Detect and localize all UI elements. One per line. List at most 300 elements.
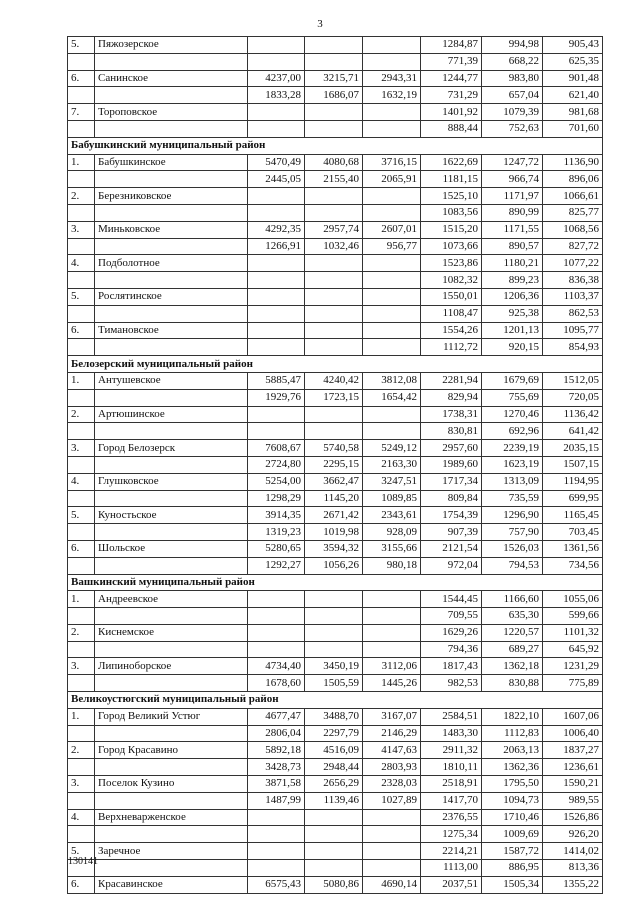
settlement-name bbox=[95, 557, 248, 574]
value-cell bbox=[305, 188, 363, 205]
settlement-name bbox=[95, 759, 248, 776]
value-cell: 1505,34 bbox=[482, 876, 543, 893]
tariff-table bbox=[67, 36, 603, 894]
table-row bbox=[68, 288, 603, 305]
value-cell: 829,94 bbox=[421, 389, 482, 406]
value-cell: 890,99 bbox=[482, 204, 543, 221]
value-cell: 2518,91 bbox=[421, 776, 482, 793]
value-cell: 2065,91 bbox=[363, 171, 421, 188]
value-cell: 1101,32 bbox=[543, 624, 603, 641]
value-cell: 1414,02 bbox=[543, 843, 603, 860]
value-cell: 1355,22 bbox=[543, 876, 603, 893]
value-cell bbox=[363, 826, 421, 843]
value-cell bbox=[305, 288, 363, 305]
value-cell: 1006,40 bbox=[543, 725, 603, 742]
value-cell: 1275,34 bbox=[421, 826, 482, 843]
value-cell: 1266,91 bbox=[248, 238, 305, 255]
value-cell: 599,66 bbox=[543, 608, 603, 625]
value-cell bbox=[363, 641, 421, 658]
value-cell: 896,06 bbox=[543, 171, 603, 188]
value-cell: 926,20 bbox=[543, 826, 603, 843]
value-cell: 2656,29 bbox=[305, 776, 363, 793]
document-code: 130141 bbox=[68, 856, 98, 867]
value-cell: 1401,92 bbox=[421, 104, 482, 121]
value-cell: 989,55 bbox=[543, 792, 603, 809]
value-cell: 1607,06 bbox=[543, 708, 603, 725]
value-cell: 1136,90 bbox=[543, 154, 603, 171]
value-cell bbox=[305, 406, 363, 423]
district-name: Белозерский муниципальный район bbox=[68, 356, 603, 373]
value-cell: 1523,86 bbox=[421, 255, 482, 272]
value-cell: 1678,60 bbox=[248, 675, 305, 692]
value-cell: 1298,29 bbox=[248, 490, 305, 507]
value-cell: 6575,43 bbox=[248, 876, 305, 893]
row-number: 7. bbox=[68, 104, 95, 121]
settlement-name: Артюшинское bbox=[95, 406, 248, 423]
value-cell bbox=[305, 826, 363, 843]
value-cell: 3247,51 bbox=[363, 473, 421, 490]
settlement-name: Город Великий Устюг bbox=[95, 708, 248, 725]
value-cell: 1723,15 bbox=[305, 389, 363, 406]
value-cell: 1710,46 bbox=[482, 809, 543, 826]
value-cell bbox=[305, 322, 363, 339]
row-number: 2. bbox=[68, 188, 95, 205]
value-cell: 2063,13 bbox=[482, 742, 543, 759]
value-cell: 1032,46 bbox=[305, 238, 363, 255]
value-cell: 703,45 bbox=[543, 524, 603, 541]
settlement-name bbox=[95, 423, 248, 440]
value-cell: 1361,56 bbox=[543, 540, 603, 557]
row-number: 4. bbox=[68, 473, 95, 490]
value-cell: 2037,51 bbox=[421, 876, 482, 893]
table-row bbox=[68, 255, 603, 272]
value-cell: 1833,28 bbox=[248, 87, 305, 104]
value-cell: 735,59 bbox=[482, 490, 543, 507]
value-cell: 794,53 bbox=[482, 557, 543, 574]
value-cell bbox=[248, 104, 305, 121]
value-cell: 1165,45 bbox=[543, 507, 603, 524]
value-cell: 901,48 bbox=[543, 70, 603, 87]
settlement-name bbox=[95, 608, 248, 625]
settlement-name bbox=[95, 826, 248, 843]
value-cell: 1113,00 bbox=[421, 860, 482, 877]
value-cell: 2671,42 bbox=[305, 507, 363, 524]
value-cell: 3594,32 bbox=[305, 540, 363, 557]
value-cell: 731,29 bbox=[421, 87, 482, 104]
value-cell: 4734,40 bbox=[248, 658, 305, 675]
table-row bbox=[68, 624, 603, 641]
settlement-name: Антушевское bbox=[95, 372, 248, 389]
table-row bbox=[68, 456, 603, 473]
value-cell: 2607,01 bbox=[363, 221, 421, 238]
table-row bbox=[68, 708, 603, 725]
value-cell: 1929,76 bbox=[248, 389, 305, 406]
value-cell: 699,95 bbox=[543, 490, 603, 507]
district-name: Великоустюгский муниципальный район bbox=[68, 692, 603, 709]
value-cell: 1417,70 bbox=[421, 792, 482, 809]
row-number bbox=[68, 272, 95, 289]
row-number bbox=[68, 305, 95, 322]
value-cell: 2376,55 bbox=[421, 809, 482, 826]
value-cell bbox=[363, 53, 421, 70]
value-cell: 1171,97 bbox=[482, 188, 543, 205]
value-cell: 720,05 bbox=[543, 389, 603, 406]
row-number bbox=[68, 456, 95, 473]
settlement-name bbox=[95, 339, 248, 356]
table-row bbox=[68, 557, 603, 574]
row-number bbox=[68, 608, 95, 625]
value-cell: 645,92 bbox=[543, 641, 603, 658]
value-cell: 1587,72 bbox=[482, 843, 543, 860]
value-cell bbox=[363, 305, 421, 322]
row-number: 4. bbox=[68, 255, 95, 272]
row-number bbox=[68, 238, 95, 255]
value-cell: 657,04 bbox=[482, 87, 543, 104]
value-cell: 2584,51 bbox=[421, 708, 482, 725]
table-row bbox=[68, 305, 603, 322]
value-cell bbox=[363, 423, 421, 440]
value-cell: 2943,31 bbox=[363, 70, 421, 87]
value-cell: 1247,72 bbox=[482, 154, 543, 171]
table-row bbox=[68, 120, 603, 137]
settlement-name bbox=[95, 456, 248, 473]
value-cell: 2957,60 bbox=[421, 440, 482, 457]
value-cell: 1231,29 bbox=[543, 658, 603, 675]
value-cell bbox=[363, 120, 421, 137]
settlement-name: Глушковское bbox=[95, 473, 248, 490]
value-cell bbox=[305, 305, 363, 322]
row-number: 2. bbox=[68, 742, 95, 759]
value-cell: 1654,42 bbox=[363, 389, 421, 406]
value-cell: 1284,87 bbox=[421, 37, 482, 54]
value-cell bbox=[363, 322, 421, 339]
settlement-name: Рослятинское bbox=[95, 288, 248, 305]
row-number bbox=[68, 423, 95, 440]
table-row bbox=[68, 826, 603, 843]
row-number: 6. bbox=[68, 876, 95, 893]
row-number bbox=[68, 87, 95, 104]
value-cell: 1989,60 bbox=[421, 456, 482, 473]
settlement-name: Поселок Кузино bbox=[95, 776, 248, 793]
value-cell: 1009,69 bbox=[482, 826, 543, 843]
value-cell: 925,38 bbox=[482, 305, 543, 322]
table-row bbox=[68, 843, 603, 860]
settlement-name: Андреевское bbox=[95, 591, 248, 608]
value-cell: 1077,22 bbox=[543, 255, 603, 272]
value-cell: 920,15 bbox=[482, 339, 543, 356]
settlement-name: Березниковское bbox=[95, 188, 248, 205]
table-row bbox=[68, 591, 603, 608]
value-cell: 5885,47 bbox=[248, 372, 305, 389]
row-number bbox=[68, 171, 95, 188]
value-cell: 2803,93 bbox=[363, 759, 421, 776]
value-cell: 2121,54 bbox=[421, 540, 482, 557]
settlement-name bbox=[95, 490, 248, 507]
row-number: 1. bbox=[68, 154, 95, 171]
value-cell bbox=[363, 104, 421, 121]
value-cell: 1544,45 bbox=[421, 591, 482, 608]
value-cell: 7608,67 bbox=[248, 440, 305, 457]
value-cell bbox=[363, 255, 421, 272]
value-cell: 1622,69 bbox=[421, 154, 482, 171]
value-cell: 928,09 bbox=[363, 524, 421, 541]
value-cell: 966,74 bbox=[482, 171, 543, 188]
value-cell bbox=[305, 809, 363, 826]
value-cell: 1507,15 bbox=[543, 456, 603, 473]
value-cell: 1554,26 bbox=[421, 322, 482, 339]
settlement-name bbox=[95, 305, 248, 322]
value-cell bbox=[305, 624, 363, 641]
value-cell: 1270,46 bbox=[482, 406, 543, 423]
value-cell: 1445,26 bbox=[363, 675, 421, 692]
value-cell: 794,36 bbox=[421, 641, 482, 658]
value-cell bbox=[305, 272, 363, 289]
settlement-name: Санинское bbox=[95, 70, 248, 87]
table-row bbox=[68, 221, 603, 238]
value-cell: 1487,99 bbox=[248, 792, 305, 809]
value-cell: 827,72 bbox=[543, 238, 603, 255]
table-row bbox=[68, 440, 603, 457]
value-cell: 2806,04 bbox=[248, 725, 305, 742]
row-number: 3. bbox=[68, 658, 95, 675]
row-number bbox=[68, 675, 95, 692]
value-cell bbox=[248, 608, 305, 625]
value-cell: 1073,66 bbox=[421, 238, 482, 255]
row-number: 3. bbox=[68, 440, 95, 457]
value-cell: 994,98 bbox=[482, 37, 543, 54]
district-header-row bbox=[68, 692, 603, 709]
value-cell bbox=[363, 608, 421, 625]
value-cell: 4690,14 bbox=[363, 876, 421, 893]
settlement-name bbox=[95, 53, 248, 70]
value-cell: 5254,00 bbox=[248, 473, 305, 490]
row-number bbox=[68, 725, 95, 742]
settlement-name: Пяжозерское bbox=[95, 37, 248, 54]
settlement-name bbox=[95, 389, 248, 406]
settlement-name bbox=[95, 725, 248, 742]
value-cell: 1623,19 bbox=[482, 456, 543, 473]
value-cell: 775,89 bbox=[543, 675, 603, 692]
value-cell bbox=[363, 809, 421, 826]
value-cell: 907,39 bbox=[421, 524, 482, 541]
value-cell bbox=[363, 843, 421, 860]
value-cell: 1082,32 bbox=[421, 272, 482, 289]
value-cell bbox=[248, 339, 305, 356]
table-row bbox=[68, 37, 603, 54]
district-header-row bbox=[68, 356, 603, 373]
row-number: 3. bbox=[68, 221, 95, 238]
value-cell bbox=[248, 204, 305, 221]
value-cell: 2328,03 bbox=[363, 776, 421, 793]
value-cell: 709,55 bbox=[421, 608, 482, 625]
value-cell bbox=[363, 624, 421, 641]
value-cell: 1083,56 bbox=[421, 204, 482, 221]
value-cell bbox=[248, 843, 305, 860]
table-row bbox=[68, 171, 603, 188]
settlement-name bbox=[95, 120, 248, 137]
table-row bbox=[68, 389, 603, 406]
value-cell: 825,77 bbox=[543, 204, 603, 221]
value-cell bbox=[248, 809, 305, 826]
value-cell: 1206,36 bbox=[482, 288, 543, 305]
table-row bbox=[68, 809, 603, 826]
value-cell bbox=[248, 272, 305, 289]
settlement-name bbox=[95, 524, 248, 541]
value-cell: 1526,03 bbox=[482, 540, 543, 557]
value-cell bbox=[248, 423, 305, 440]
value-cell: 1171,55 bbox=[482, 221, 543, 238]
settlement-name: Заречное bbox=[95, 843, 248, 860]
value-cell: 1686,07 bbox=[305, 87, 363, 104]
value-cell: 3914,35 bbox=[248, 507, 305, 524]
table-row bbox=[68, 725, 603, 742]
value-cell: 3112,06 bbox=[363, 658, 421, 675]
value-cell: 5280,65 bbox=[248, 540, 305, 557]
value-cell bbox=[305, 423, 363, 440]
value-cell: 1525,10 bbox=[421, 188, 482, 205]
table-row bbox=[68, 53, 603, 70]
value-cell: 5740,58 bbox=[305, 440, 363, 457]
value-cell: 1027,89 bbox=[363, 792, 421, 809]
settlement-name: Бабушкинское bbox=[95, 154, 248, 171]
value-cell: 888,44 bbox=[421, 120, 482, 137]
settlement-name: Верхневарженское bbox=[95, 809, 248, 826]
value-cell: 1108,47 bbox=[421, 305, 482, 322]
table-row bbox=[68, 860, 603, 877]
row-number bbox=[68, 759, 95, 776]
table-row bbox=[68, 372, 603, 389]
table-body bbox=[68, 37, 603, 894]
value-cell: 1515,20 bbox=[421, 221, 482, 238]
value-cell: 621,40 bbox=[543, 87, 603, 104]
settlement-name bbox=[95, 171, 248, 188]
value-cell: 3662,47 bbox=[305, 473, 363, 490]
value-cell: 1526,86 bbox=[543, 809, 603, 826]
value-cell: 3488,70 bbox=[305, 708, 363, 725]
value-cell: 5470,49 bbox=[248, 154, 305, 171]
table-row bbox=[68, 507, 603, 524]
value-cell: 830,88 bbox=[482, 675, 543, 692]
value-cell bbox=[363, 406, 421, 423]
value-cell bbox=[248, 322, 305, 339]
value-cell: 689,27 bbox=[482, 641, 543, 658]
value-cell: 1068,56 bbox=[543, 221, 603, 238]
value-cell: 1837,27 bbox=[543, 742, 603, 759]
value-cell: 905,43 bbox=[543, 37, 603, 54]
settlement-name bbox=[95, 238, 248, 255]
value-cell: 752,63 bbox=[482, 120, 543, 137]
value-cell: 830,81 bbox=[421, 423, 482, 440]
value-cell: 1590,21 bbox=[543, 776, 603, 793]
value-cell: 5080,86 bbox=[305, 876, 363, 893]
table-row bbox=[68, 792, 603, 809]
page-number: 3 bbox=[317, 18, 323, 30]
value-cell bbox=[363, 204, 421, 221]
value-cell bbox=[363, 591, 421, 608]
table-row bbox=[68, 272, 603, 289]
value-cell: 4516,09 bbox=[305, 742, 363, 759]
value-cell: 4677,47 bbox=[248, 708, 305, 725]
value-cell bbox=[248, 641, 305, 658]
value-cell: 2295,15 bbox=[305, 456, 363, 473]
row-number: 1. bbox=[68, 708, 95, 725]
table-row bbox=[68, 154, 603, 171]
value-cell bbox=[248, 826, 305, 843]
value-cell bbox=[248, 305, 305, 322]
settlement-name: Куностьское bbox=[95, 507, 248, 524]
table-row bbox=[68, 776, 603, 793]
settlement-name: Город Белозерск bbox=[95, 440, 248, 457]
row-number bbox=[68, 524, 95, 541]
row-number bbox=[68, 389, 95, 406]
value-cell: 3812,08 bbox=[363, 372, 421, 389]
table-row bbox=[68, 473, 603, 490]
value-cell: 1094,73 bbox=[482, 792, 543, 809]
value-cell: 899,23 bbox=[482, 272, 543, 289]
value-cell: 1313,09 bbox=[482, 473, 543, 490]
value-cell: 3215,71 bbox=[305, 70, 363, 87]
value-cell: 862,53 bbox=[543, 305, 603, 322]
value-cell bbox=[363, 37, 421, 54]
value-cell: 1145,20 bbox=[305, 490, 363, 507]
value-cell: 2155,40 bbox=[305, 171, 363, 188]
value-cell: 854,93 bbox=[543, 339, 603, 356]
value-cell: 982,53 bbox=[421, 675, 482, 692]
table-row bbox=[68, 406, 603, 423]
value-cell: 2957,74 bbox=[305, 221, 363, 238]
district-name: Вашкинский муниципальный район bbox=[68, 574, 603, 591]
table-row bbox=[68, 188, 603, 205]
value-cell: 1019,98 bbox=[305, 524, 363, 541]
table-row bbox=[68, 524, 603, 541]
value-cell: 1505,59 bbox=[305, 675, 363, 692]
value-cell bbox=[248, 624, 305, 641]
value-cell: 4080,68 bbox=[305, 154, 363, 171]
value-cell: 2239,19 bbox=[482, 440, 543, 457]
value-cell: 5249,12 bbox=[363, 440, 421, 457]
table-row bbox=[68, 641, 603, 658]
value-cell: 3716,15 bbox=[363, 154, 421, 171]
row-number: 6. bbox=[68, 540, 95, 557]
value-cell: 1738,31 bbox=[421, 406, 482, 423]
value-cell bbox=[305, 53, 363, 70]
value-cell: 1079,39 bbox=[482, 104, 543, 121]
value-cell: 3155,66 bbox=[363, 540, 421, 557]
value-cell bbox=[305, 339, 363, 356]
value-cell: 890,57 bbox=[482, 238, 543, 255]
value-cell: 1166,60 bbox=[482, 591, 543, 608]
value-cell: 1717,34 bbox=[421, 473, 482, 490]
value-cell: 1089,85 bbox=[363, 490, 421, 507]
value-cell: 886,95 bbox=[482, 860, 543, 877]
value-cell: 1139,46 bbox=[305, 792, 363, 809]
value-cell: 2343,61 bbox=[363, 507, 421, 524]
settlement-name: Красавинское bbox=[95, 876, 248, 893]
value-cell: 625,35 bbox=[543, 53, 603, 70]
value-cell bbox=[363, 339, 421, 356]
row-number bbox=[68, 339, 95, 356]
value-cell bbox=[248, 591, 305, 608]
value-cell: 1550,01 bbox=[421, 288, 482, 305]
value-cell bbox=[248, 188, 305, 205]
row-number: 1. bbox=[68, 591, 95, 608]
table-row bbox=[68, 608, 603, 625]
table-row bbox=[68, 759, 603, 776]
value-cell: 1632,19 bbox=[363, 87, 421, 104]
row-number bbox=[68, 120, 95, 137]
settlement-name bbox=[95, 792, 248, 809]
settlement-name bbox=[95, 675, 248, 692]
